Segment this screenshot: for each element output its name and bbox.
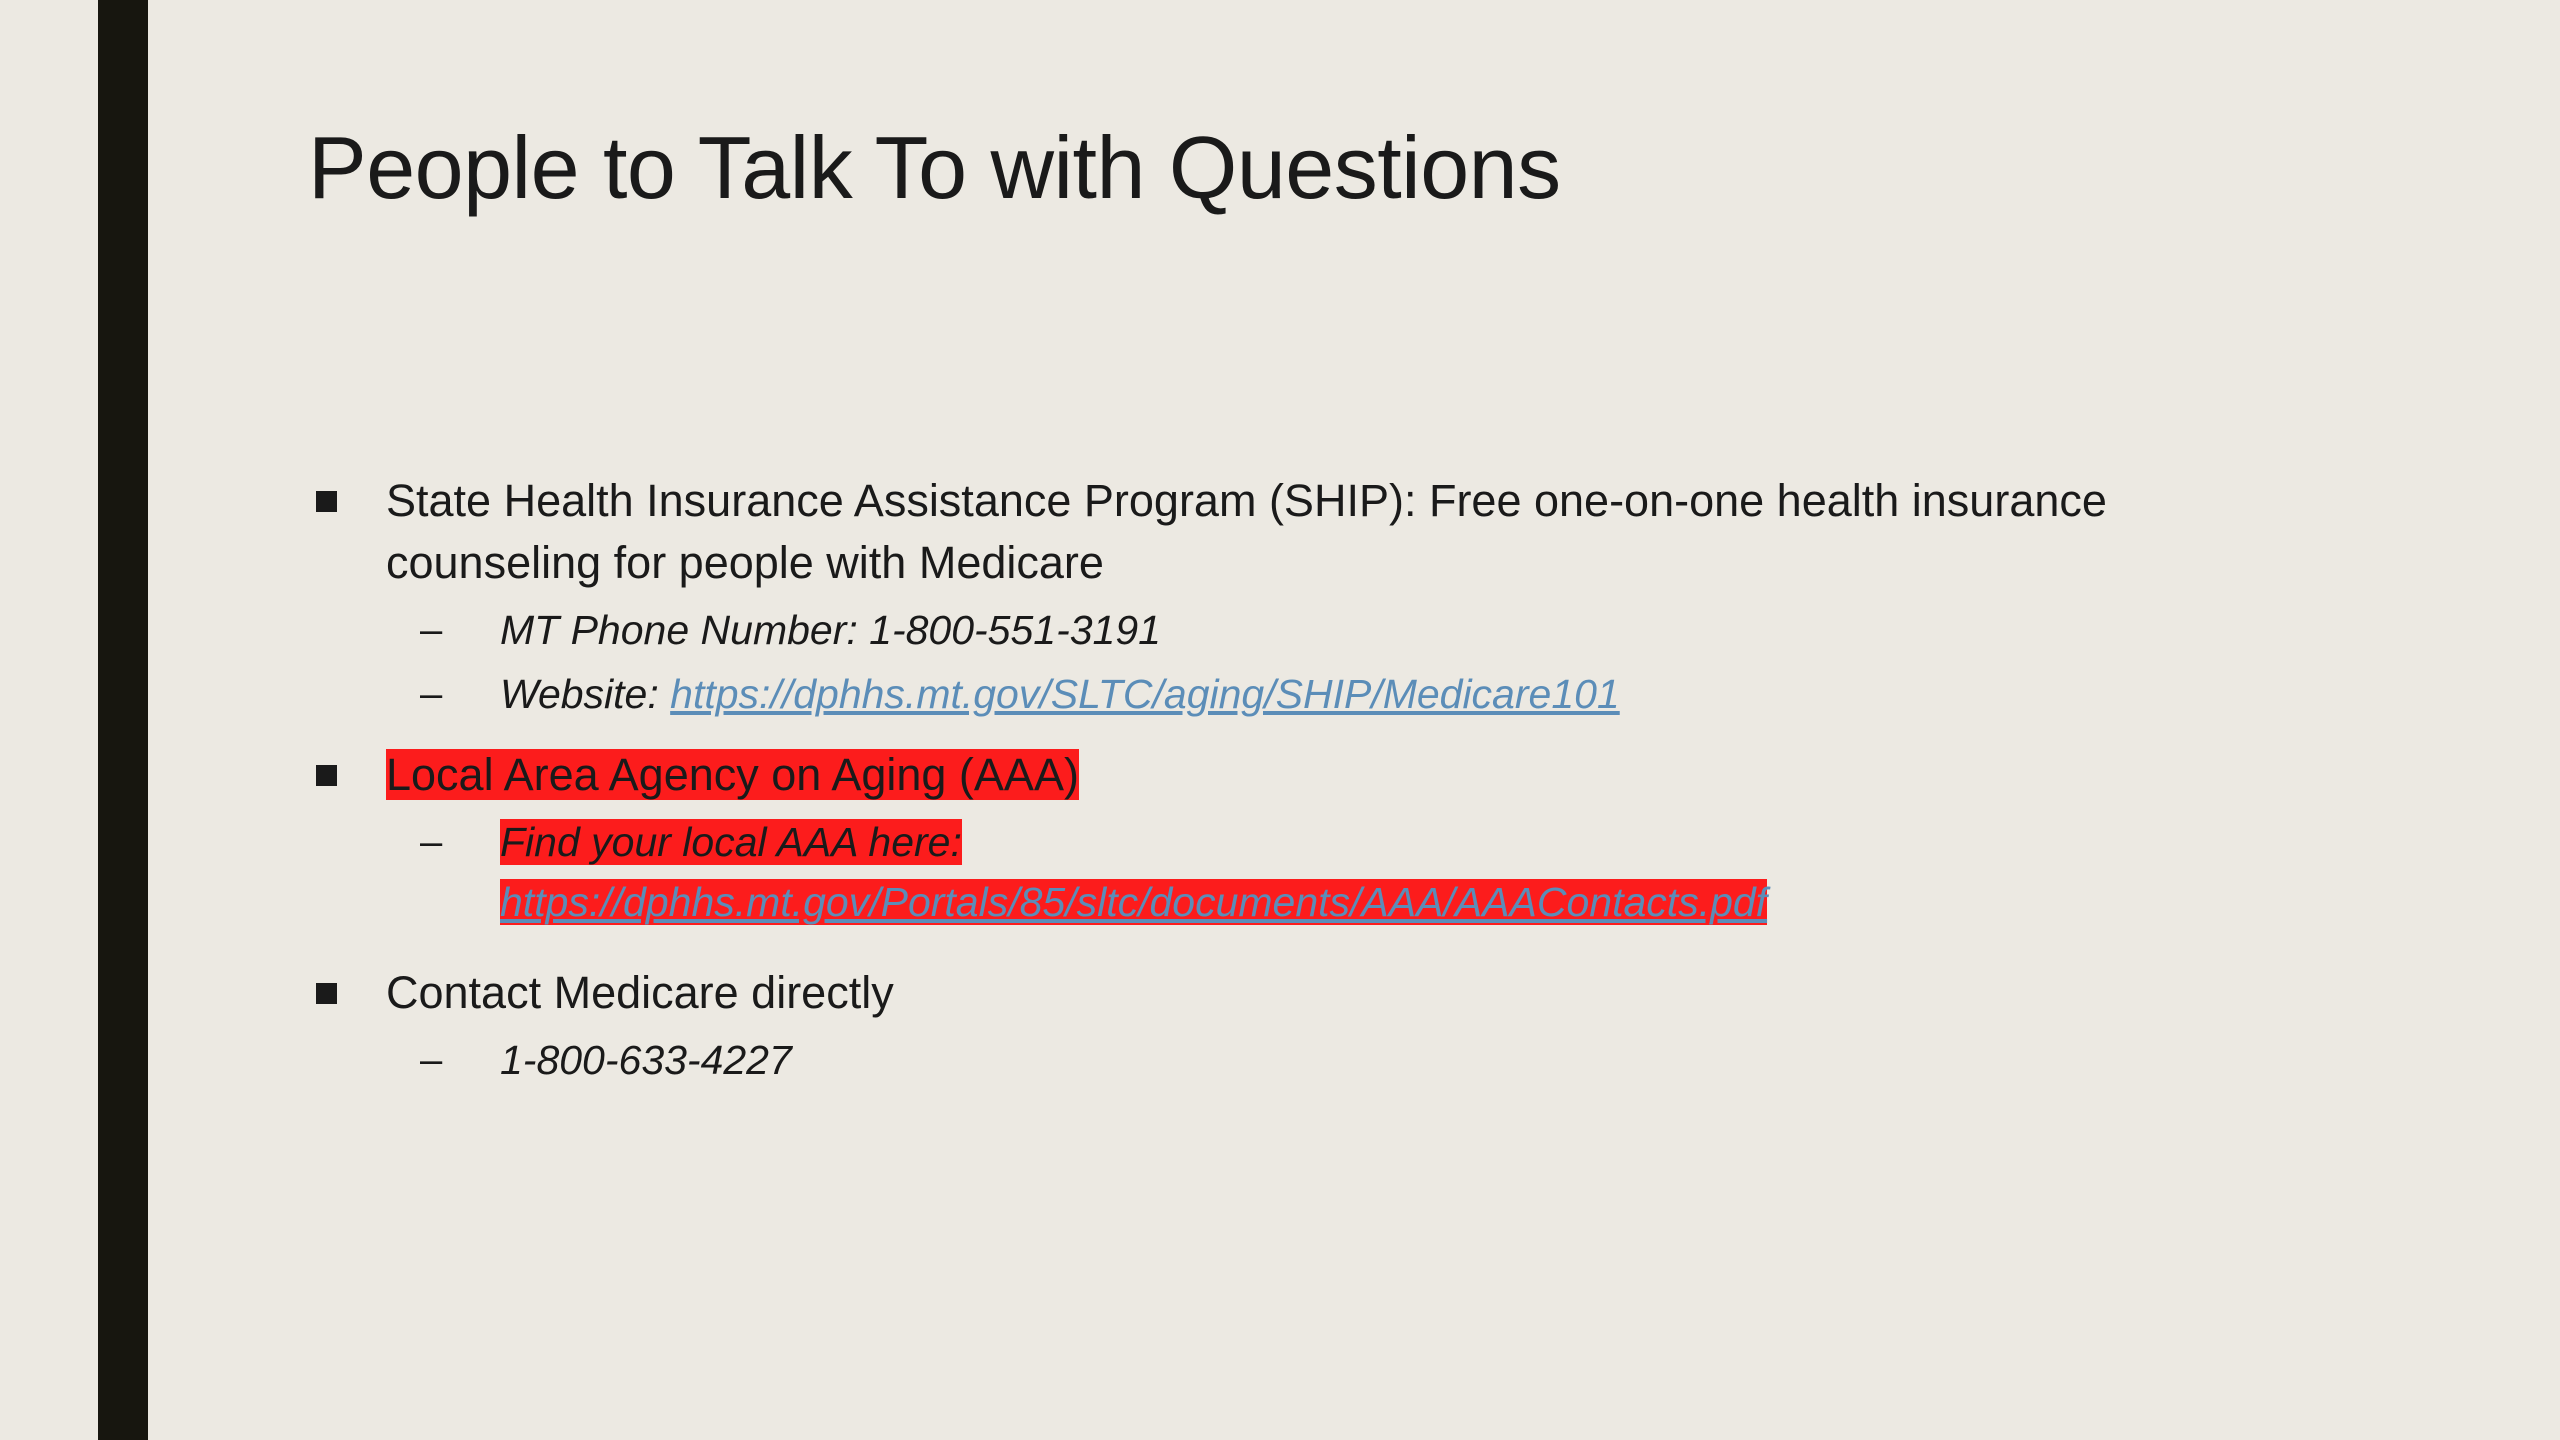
dash-bullet-icon: – bbox=[420, 672, 443, 716]
list-item bbox=[308, 744, 2458, 806]
list-item-text bbox=[500, 812, 1767, 932]
ship-medicare101-link[interactable]: https://dphhs.mt.gov/SLTC/aging/SHIP/Medicare101 bbox=[670, 671, 1620, 717]
left-margin bbox=[0, 0, 100, 1440]
highlighted-text: Local Area Agency on Aging (AAA) bbox=[386, 749, 1079, 800]
dash-bullet-icon: – bbox=[420, 820, 443, 864]
list-item bbox=[308, 1030, 2458, 1090]
list-item bbox=[308, 470, 2458, 594]
dash-bullet-icon: – bbox=[420, 608, 443, 652]
list-item-text bbox=[500, 664, 1620, 724]
list-item-text bbox=[500, 600, 1161, 660]
phone-value: 1-800-551-3191 bbox=[869, 607, 1161, 653]
square-bullet-icon bbox=[308, 744, 386, 806]
list-item-text: 1-800-633-4227 bbox=[500, 1037, 792, 1083]
list-item-text: State Health Insurance Assistance Program (SHIP): Free one-on-one health insurance counseling for people with Medicare bbox=[386, 475, 2107, 588]
list-item bbox=[308, 962, 2458, 1024]
phone-label: MT Phone Number: bbox=[500, 607, 870, 653]
dash-bullet-icon: – bbox=[420, 1038, 443, 1082]
list-item-text: Contact Medicare directly bbox=[386, 967, 894, 1018]
list-item-text bbox=[386, 744, 1079, 806]
aaa-contacts-pdf-link[interactable]: https://dphhs.mt.gov/Portals/85/sltc/documents/AAA/AAAContacts.pdf bbox=[500, 879, 1768, 925]
list-item bbox=[308, 664, 2458, 724]
list-item bbox=[308, 812, 2458, 932]
accent-bar bbox=[98, 0, 148, 1440]
slide-content bbox=[148, 0, 2560, 1440]
aaa-label: Find your local AAA here: bbox=[500, 819, 962, 865]
square-bullet-icon bbox=[308, 962, 386, 1024]
square-bullet-icon bbox=[308, 470, 386, 532]
page-title: People to Talk To with Questions bbox=[308, 118, 1561, 217]
website-label: Website: bbox=[500, 671, 671, 717]
list-item bbox=[308, 600, 2458, 660]
bullet-list bbox=[308, 470, 2458, 1094]
